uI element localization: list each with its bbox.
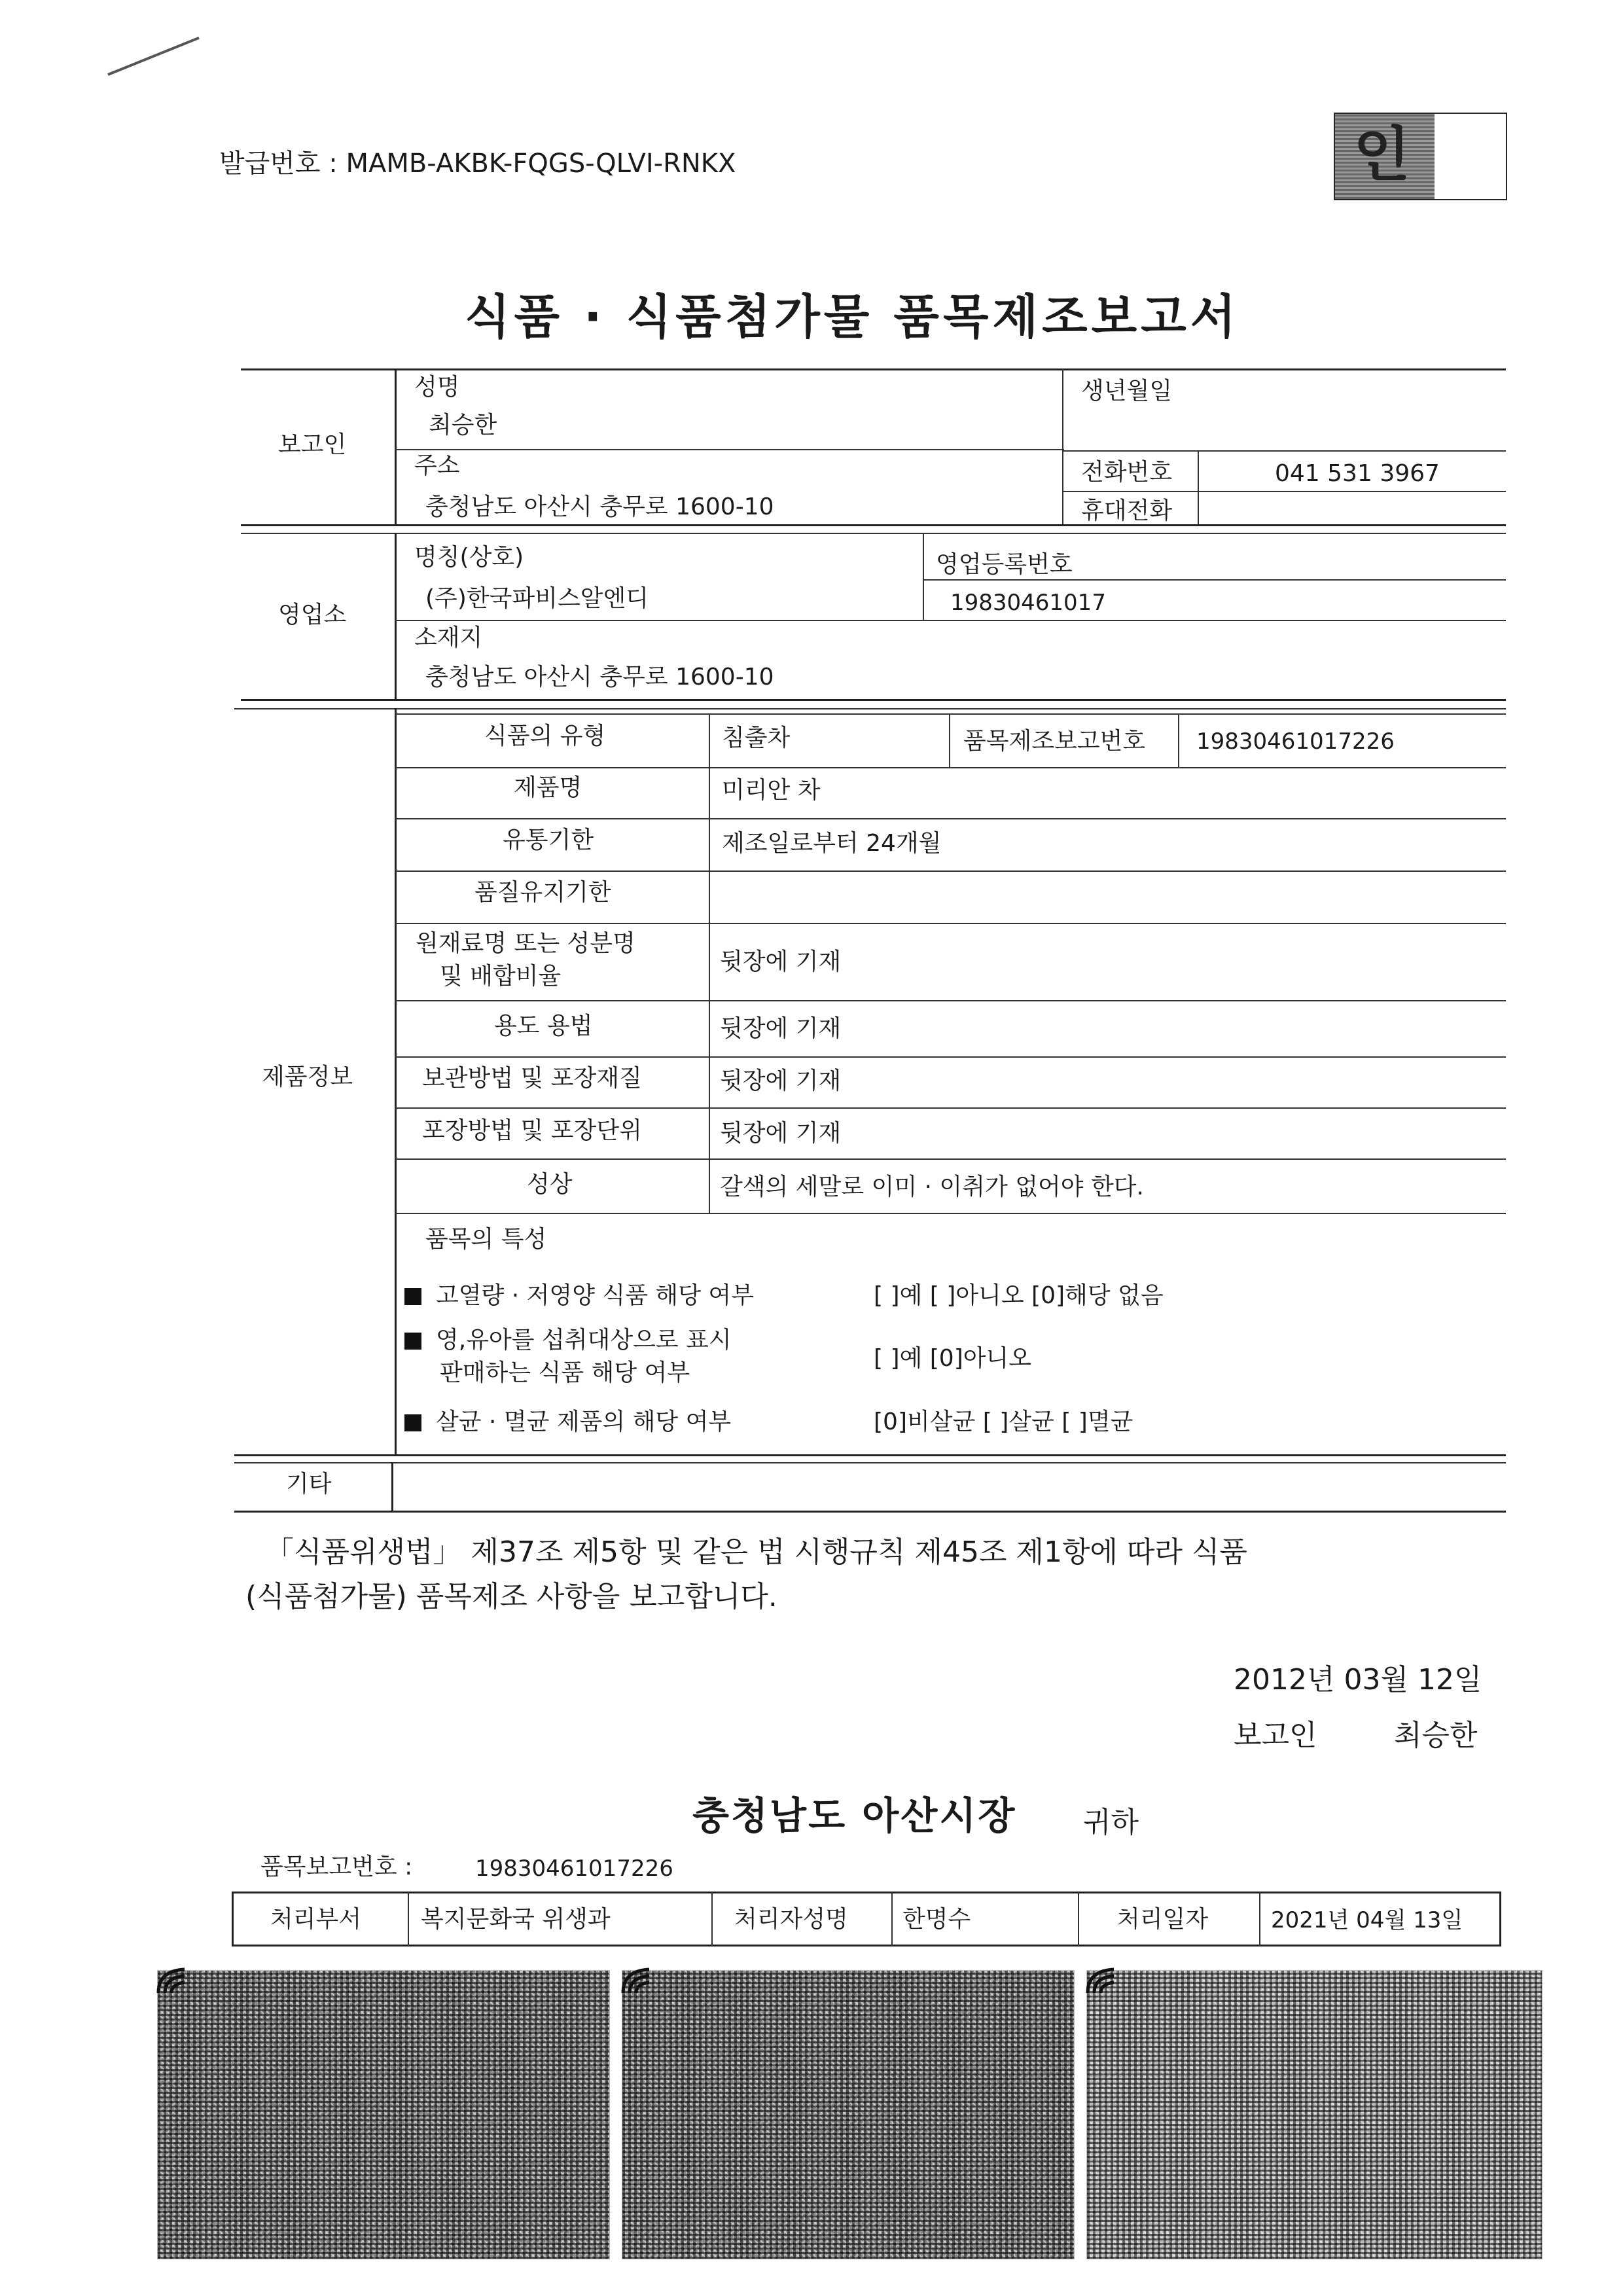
feature-2-value: [ ]예 [0]아니오: [874, 1345, 1032, 1372]
barcode-mark-icon: [156, 1967, 195, 2000]
barcode-image-2: [622, 1970, 1075, 2259]
row-border: [395, 1158, 1506, 1160]
feature-row-3: [404, 1410, 731, 1434]
processing-report-no-label: 품목보고번호 :: [260, 1854, 413, 1880]
reporter-mobile-label: 휴대전화: [1081, 497, 1173, 524]
barcode-image-3: [1086, 1970, 1543, 2259]
divider: [923, 533, 924, 620]
seal-stamp: [1335, 114, 1435, 199]
product-report-no-label: 품목제조보고번호: [963, 728, 1146, 755]
divider: [949, 713, 950, 768]
product-packaging-label: 포장방법 및 포장단위: [422, 1117, 642, 1144]
divider: [395, 449, 1064, 450]
product-usage: 뒷장에 기재: [720, 1015, 842, 1042]
divider: [1062, 450, 1063, 526]
divider: [395, 533, 397, 700]
divider: [709, 713, 710, 1214]
section-border: [234, 1454, 1506, 1456]
divider: [923, 579, 1506, 581]
feature-1-label: 고열량 · 저영양 식품 해당 여부: [436, 1282, 754, 1309]
processing-date-label: 처리일자: [1117, 1906, 1209, 1933]
issue-number: 발급번호 : MAMB-AKBK-FQGS-QLVI-RNKX: [219, 149, 736, 179]
row-border: [395, 1056, 1506, 1058]
processing-report-no: 19830461017226: [475, 1856, 673, 1882]
divider: [891, 1893, 893, 1946]
bullet-square-icon: [404, 1288, 421, 1305]
product-usage-label: 용도 용법: [494, 1013, 593, 1039]
business-location: 충청남도 아산시 충무로 1600-10: [425, 664, 774, 691]
divider: [408, 1893, 409, 1946]
row-border: [395, 870, 1506, 872]
product-packaging: 뒷장에 기재: [720, 1120, 842, 1147]
barcode-image-1: [157, 1970, 610, 2259]
business-reg-no: 19830461017: [950, 590, 1106, 616]
section-border: [241, 533, 1506, 534]
divider: [1078, 1893, 1079, 1946]
report-date: 2012년 03월 12일: [1234, 1663, 1482, 1696]
product-ingredients-label-2: 및 배합비율: [440, 963, 562, 990]
product-storage: 뒷장에 기재: [720, 1067, 842, 1094]
reporter-section-label: 보고인: [278, 431, 347, 458]
business-location-label: 소재지: [414, 624, 483, 651]
signature-reporter-label: 보고인: [1234, 1719, 1317, 1752]
product-ingredients: 뒷장에 기재: [720, 948, 842, 975]
feature-2-label-2: 판매하는 식품 해당 여부: [440, 1359, 690, 1386]
divider: [395, 708, 397, 1456]
processing-date: 2021년 04월 13일: [1271, 1907, 1463, 1933]
section-border: [234, 1462, 1506, 1463]
business-reg-label: 영업등록번호: [936, 551, 1073, 578]
feature-3-value: [0]비살균 [ ]살균 [ ]멸균: [874, 1408, 1133, 1435]
bullet-square-icon: [404, 1414, 421, 1431]
business-section-label: 영업소: [278, 601, 347, 628]
business-name: (주)한국파비스알엔디: [425, 585, 649, 612]
divider: [1178, 713, 1179, 768]
product-expiry: 제조일로부터 24개월: [722, 830, 942, 857]
processing-handler-label: 처리자성명: [734, 1906, 848, 1933]
reporter-phone-label: 전화번호: [1081, 459, 1173, 486]
feature-row-1: [404, 1284, 754, 1308]
reporter-name-label: 성명: [414, 374, 460, 401]
divider: [395, 368, 397, 526]
signature-reporter-name: 최승한: [1394, 1719, 1478, 1752]
business-name-label: 명칭(상호): [414, 544, 524, 571]
processing-dept: 복지문화국 위생과: [421, 1906, 611, 1933]
section-border: [241, 699, 1506, 701]
divider: [1259, 1893, 1260, 1946]
product-expiry-label: 유통기한: [503, 827, 594, 853]
processing-dept-label: 처리부서: [270, 1906, 362, 1933]
other-label: 기타: [286, 1471, 332, 1498]
section-border: [241, 524, 1506, 526]
row-border: [395, 818, 1506, 819]
reporter-phone: 041 531 3967: [1275, 460, 1440, 487]
scan-scratch: [107, 37, 200, 76]
product-type: 침출차: [722, 725, 791, 751]
row-border: [395, 1000, 1506, 1001]
product-ingredients-label-1: 원재료명 또는 성분명: [416, 930, 635, 957]
divider: [1198, 450, 1199, 526]
product-quality-label: 품질유지기한: [474, 879, 611, 906]
processing-handler: 한명수: [902, 1906, 971, 1933]
product-property: 갈색의 세말로 이미 · 이취가 없어야 한다.: [720, 1174, 1144, 1200]
product-section-label: 제품정보: [262, 1064, 353, 1090]
barcode-mark-icon: [620, 1967, 660, 2000]
section-border: [234, 1511, 1506, 1513]
row-border: [395, 767, 1506, 768]
row-border: [395, 1107, 1506, 1109]
authority-suffix: 귀하: [1083, 1806, 1139, 1839]
product-features-label: 품목의 특성: [425, 1226, 547, 1253]
feature-3-label: 살균 · 멸균 제품의 해당 여부: [436, 1408, 732, 1435]
row-border: [395, 713, 1506, 715]
product-property-label: 성상: [527, 1171, 573, 1198]
divider: [395, 620, 1506, 621]
divider: [1062, 368, 1063, 450]
product-report-no: 19830461017226: [1196, 728, 1395, 755]
divider: [391, 1462, 393, 1512]
product-name-label: 제품명: [514, 774, 582, 801]
statement-line-1: 「식품위생법」 제37조 제5항 및 같은 법 시행규칙 제45조 제1항에 따라 식품: [265, 1535, 1247, 1569]
divider: [711, 1893, 713, 1946]
reporter-address-label: 주소: [414, 452, 460, 479]
product-name: 미리안 차: [722, 777, 821, 804]
product-type-label: 식품의 유형: [484, 723, 606, 749]
reporter-name: 최승한: [429, 412, 497, 439]
reporter-address: 충청남도 아산시 충무로 1600-10: [425, 493, 774, 520]
reporter-birth-label: 생년월일: [1081, 378, 1173, 404]
processing-table: [232, 1892, 1501, 1946]
bullet-square-icon: [404, 1333, 421, 1350]
row-border: [395, 1213, 1506, 1214]
feature-1-value: [ ]예 [ ]아니오 [0]해당 없음: [874, 1282, 1164, 1309]
feature-row-2: [404, 1329, 732, 1352]
authority-name: 충청남도 아산시장: [692, 1793, 1017, 1838]
barcode-mark-icon: [1085, 1967, 1124, 2000]
section-border: [234, 708, 1506, 709]
statement-line-2: (식품첨가물) 품목제조 사항을 보고합니다.: [245, 1580, 777, 1613]
table-top-border: [241, 368, 1506, 370]
divider: [1062, 491, 1506, 492]
row-border: [395, 923, 1506, 924]
seal-text: 인: [1353, 120, 1410, 189]
page-title: 식품 · 식품첨가물 품목제조보고서: [465, 289, 1240, 344]
seal-box: [1334, 113, 1507, 200]
divider: [1062, 450, 1506, 452]
product-storage-label: 보관방법 및 포장재질: [422, 1065, 642, 1092]
feature-2-label-1: 영,유아를 섭취대상으로 표시: [436, 1327, 732, 1354]
